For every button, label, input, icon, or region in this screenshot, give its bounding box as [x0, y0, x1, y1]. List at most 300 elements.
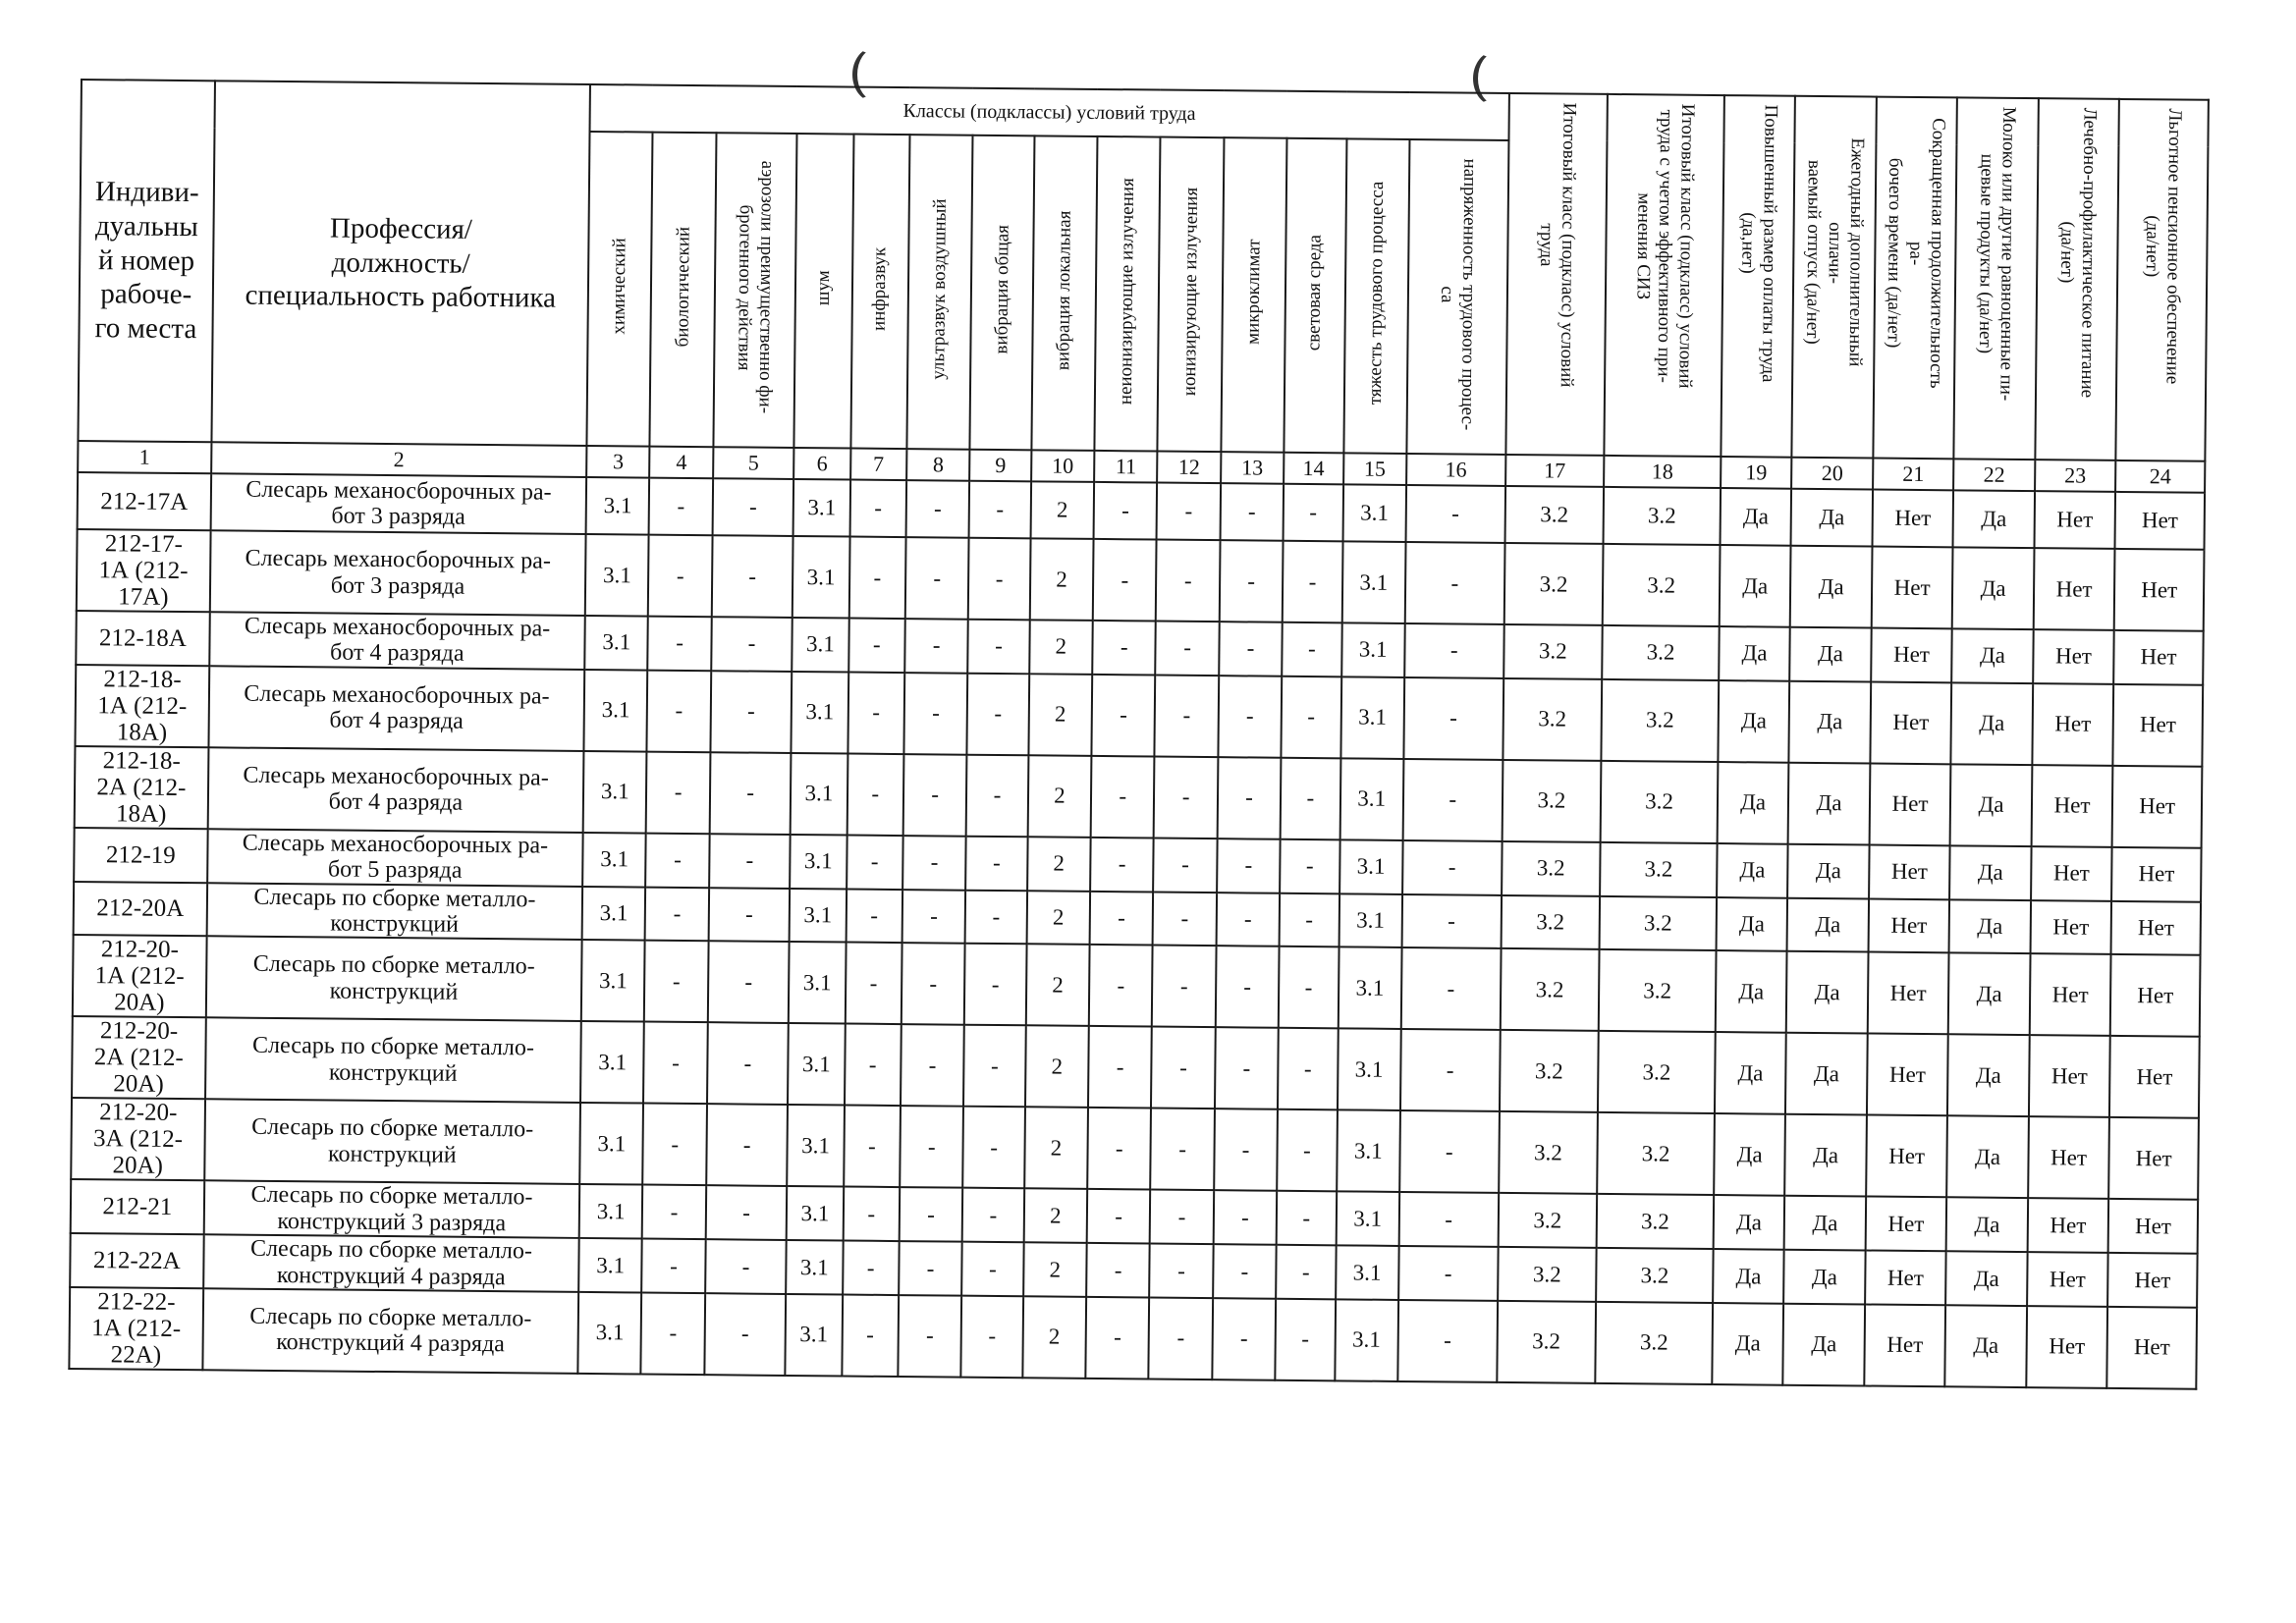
value-cell: 3.1 — [1341, 541, 1405, 623]
value-cell: 2 — [1030, 481, 1094, 539]
profession-cell: Слесарь механосборочных ра- бот 4 разряда — [208, 666, 584, 751]
workplace-id-cell: 212-19 — [74, 828, 207, 883]
header-factor-col: биологический — [650, 133, 716, 448]
value-cell: Да — [1714, 1113, 1785, 1196]
value-cell: Да — [1718, 762, 1789, 844]
value-cell: 3.2 — [1602, 679, 1719, 762]
value-cell: 3.1 — [1342, 484, 1406, 542]
column-number: 8 — [906, 449, 970, 481]
value-cell: - — [1150, 1190, 1214, 1244]
profession-cell: Слесарь механосборочных ра- бот 3 разряда — [210, 530, 586, 616]
value-cell: Да — [1720, 545, 1791, 627]
value-cell: - — [847, 753, 903, 836]
value-cell: - — [1094, 482, 1158, 540]
value-cell: - — [1403, 759, 1503, 841]
value-cell: 2 — [1027, 755, 1091, 838]
workplace-id-cell: 212-22- 1А (212- 22А) — [69, 1287, 203, 1370]
value-cell: - — [1153, 892, 1217, 946]
value-cell: - — [961, 1296, 1023, 1379]
value-cell: - — [708, 942, 790, 1024]
value-cell: Нет — [2112, 766, 2203, 848]
value-cell: Да — [1783, 1250, 1865, 1305]
value-cell: - — [1398, 1246, 1498, 1301]
value-cell: - — [642, 1185, 706, 1239]
value-cell: - — [1277, 1191, 1337, 1245]
value-cell: 2 — [1025, 945, 1089, 1027]
value-cell: 3.2 — [1502, 841, 1601, 896]
value-cell: Да — [1787, 897, 1869, 952]
value-cell: 2 — [1023, 1242, 1087, 1296]
value-cell: Нет — [2030, 953, 2111, 1036]
profession-cell: Слесарь по сборке металло- конструкций — [206, 937, 582, 1022]
value-cell: Да — [1949, 899, 2031, 954]
value-cell: - — [1157, 483, 1221, 541]
column-number: 11 — [1094, 451, 1158, 483]
value-cell: Да — [1712, 1303, 1783, 1385]
header-classes-group: Классы (подклассы) условий труда — [590, 84, 1509, 140]
workplace-id-cell: 212-21 — [71, 1179, 204, 1234]
column-number: 24 — [2115, 460, 2205, 493]
value-cell: Да — [1716, 897, 1787, 951]
value-cell: Да — [1719, 626, 1790, 680]
value-cell: 3.2 — [1597, 1194, 1714, 1249]
value-cell: Нет — [1872, 547, 1953, 629]
value-cell: 3.2 — [1503, 543, 1603, 625]
value-cell: - — [1279, 947, 1339, 1029]
value-cell: Да — [1716, 950, 1787, 1033]
value-cell: - — [712, 535, 793, 618]
value-cell: - — [1399, 1192, 1499, 1247]
column-number: 19 — [1721, 457, 1792, 489]
value-cell: 3.2 — [1600, 895, 1717, 950]
value-cell: 3.1 — [1337, 1110, 1400, 1193]
header-factor-col: неионизирующие излучения — [1094, 136, 1160, 452]
workplace-id-cell: 212-20- 2А (212- 20А) — [72, 1016, 206, 1099]
value-cell: Да — [1790, 546, 1872, 628]
value-cell: - — [710, 671, 792, 753]
value-cell: - — [641, 1292, 705, 1375]
value-cell: 3.1 — [788, 1023, 845, 1106]
value-cell: 3.1 — [581, 940, 645, 1022]
value-cell: - — [902, 836, 966, 890]
profession-cell: Слесарь механосборочных ра- бот 4 разряда — [209, 612, 585, 669]
value-cell: Да — [1945, 1305, 2027, 1387]
profession-cell: Слесарь механосборочных ра- бот 3 разряда — [210, 473, 586, 534]
value-cell: Нет — [2029, 1035, 2110, 1117]
value-cell: - — [965, 890, 1027, 944]
value-cell: - — [966, 754, 1028, 837]
value-cell: - — [1213, 1190, 1277, 1244]
value-cell: 3.1 — [579, 1184, 643, 1238]
profession-cell: Слесарь по сборке металло- конструкций 3 разряда — [204, 1181, 580, 1238]
column-number: 7 — [850, 449, 907, 481]
value-cell: 3.1 — [582, 887, 646, 941]
value-cell: 3.1 — [1339, 758, 1403, 840]
value-cell: 3.1 — [787, 1105, 844, 1187]
value-cell: Да — [1714, 1195, 1785, 1249]
value-cell: Да — [1946, 1198, 2028, 1253]
value-cell: - — [1091, 675, 1155, 757]
profession-cell: Слесарь по сборке металло- конструкций — [206, 883, 582, 940]
value-cell: Нет — [2033, 548, 2114, 630]
value-cell: - — [1152, 946, 1216, 1028]
workplace-id-cell: 212-17- 1А (212- 17А) — [77, 529, 211, 612]
workplace-id-cell: 212-20- 3А (212- 20А) — [71, 1098, 205, 1180]
header-factor-col: химический — [586, 132, 652, 447]
value-cell: Нет — [1868, 952, 1949, 1035]
value-cell: - — [1213, 1244, 1277, 1298]
column-number: 6 — [793, 448, 850, 480]
value-cell: Нет — [2115, 492, 2205, 550]
value-cell: Нет — [1872, 490, 1953, 548]
value-cell: Нет — [1869, 763, 1950, 845]
value-cell: - — [900, 1187, 963, 1241]
value-cell: - — [1086, 1243, 1150, 1297]
value-cell: - — [848, 619, 905, 673]
value-cell: - — [1281, 758, 1340, 840]
value-cell: 3.1 — [578, 1238, 642, 1292]
value-cell: 3.1 — [584, 616, 648, 670]
value-cell: - — [964, 944, 1026, 1026]
header-factor-col: шум — [794, 134, 853, 449]
value-cell: - — [843, 1187, 900, 1241]
workplace-id-cell: 212-18- 1А (212- 18А) — [75, 665, 209, 747]
value-cell: Да — [1720, 488, 1791, 546]
value-cell: - — [1405, 485, 1504, 543]
workplace-id-cell: 212-20А — [74, 882, 207, 937]
profession-cell: Слесарь механосборочных ра- бот 4 разряда — [207, 747, 583, 833]
value-cell: Нет — [1866, 1115, 1947, 1198]
header-profession: Профессия/ должность/ специальность работника — [211, 81, 590, 446]
value-cell: 3.2 — [1599, 949, 1716, 1032]
value-cell: Да — [1949, 845, 2031, 900]
value-cell: Нет — [2028, 1116, 2109, 1199]
value-cell: 3.1 — [1338, 947, 1401, 1030]
value-cell: 3.1 — [1335, 1299, 1398, 1381]
value-cell: 3.2 — [1498, 1193, 1597, 1248]
value-cell: - — [709, 752, 791, 835]
value-cell: - — [1404, 623, 1503, 678]
value-cell: - — [649, 478, 713, 536]
value-cell: - — [1215, 1027, 1279, 1109]
header-factor-col: вибрация локальная — [1031, 135, 1097, 451]
value-cell: - — [1087, 1108, 1151, 1190]
value-cell: 3.1 — [580, 1021, 644, 1104]
value-cell: Нет — [2026, 1306, 2107, 1388]
value-cell: - — [1401, 894, 1501, 949]
workplace-id-cell: 212-22А — [70, 1233, 203, 1288]
value-cell: 3.2 — [1601, 761, 1718, 843]
value-cell: Да — [1788, 763, 1870, 845]
value-cell: Да — [1948, 953, 2030, 1036]
value-cell: - — [903, 754, 967, 837]
value-cell: 3.2 — [1503, 624, 1603, 679]
value-cell: 2 — [1022, 1296, 1086, 1379]
column-number: 3 — [586, 446, 650, 478]
header-result-col: Ежегодный дополнительный оплачи- ваемый отпуск (да/нет) — [1792, 96, 1877, 459]
value-cell: 3.2 — [1502, 760, 1601, 842]
value-cell: 3.1 — [793, 536, 849, 619]
value-cell: Да — [1715, 1032, 1786, 1114]
value-cell: 3.1 — [786, 1240, 843, 1294]
value-cell: - — [644, 941, 708, 1023]
value-cell: 3.1 — [790, 889, 847, 943]
column-number: 23 — [2035, 460, 2116, 492]
header-factor-col: ультразвук воздушный — [906, 135, 972, 450]
value-cell: 3.2 — [1504, 486, 1604, 544]
value-cell: 3.1 — [787, 1186, 844, 1240]
value-cell: Нет — [1865, 1251, 1946, 1306]
value-cell: - — [1151, 1027, 1215, 1109]
value-cell: 3.1 — [1339, 893, 1402, 947]
value-cell: Да — [1791, 489, 1873, 547]
workplace-id-cell: 212-18- 2А (212- 18А) — [75, 746, 209, 829]
value-cell: - — [905, 537, 969, 620]
value-cell: - — [712, 478, 793, 536]
column-number: 20 — [1791, 458, 1873, 490]
value-cell: 3.2 — [1500, 948, 1599, 1031]
value-cell: - — [707, 1023, 789, 1106]
header-factor-col: световая среда — [1285, 138, 1346, 454]
value-cell: Да — [1953, 490, 2035, 548]
value-cell: - — [705, 1239, 787, 1294]
value-cell: 3.2 — [1597, 1112, 1714, 1195]
value-cell: 3.1 — [791, 753, 847, 836]
column-number: 13 — [1221, 452, 1285, 484]
value-cell: - — [708, 888, 790, 943]
value-cell: - — [1154, 838, 1218, 892]
value-cell: - — [903, 673, 967, 755]
value-cell: 2 — [1023, 1189, 1087, 1243]
header-factor-col: вибрация общая — [970, 135, 1034, 451]
value-cell: - — [711, 617, 793, 672]
profession-cell: Слесарь по сборке металло- конструкций 4 разряда — [202, 1288, 578, 1374]
value-cell: 3.2 — [1596, 1248, 1713, 1303]
value-cell: - — [845, 943, 902, 1025]
column-number: 18 — [1604, 456, 1721, 488]
value-cell: - — [1087, 1189, 1151, 1243]
value-cell: - — [1154, 756, 1218, 839]
value-cell: Нет — [2114, 549, 2205, 631]
value-cell: 3.2 — [1602, 625, 1719, 680]
profession-cell: Слесарь механосборочных ра- бот 5 разряда — [207, 829, 583, 886]
column-number: 2 — [211, 442, 587, 477]
value-cell: Нет — [2109, 1036, 2200, 1118]
header-result-col: Итоговый класс (подкласс) условий труда — [1505, 93, 1608, 456]
value-cell: Да — [1946, 1116, 2028, 1199]
value-cell: Нет — [1868, 898, 1949, 953]
value-cell: 2 — [1029, 538, 1093, 621]
value-cell: Да — [1951, 682, 2033, 765]
value-cell: - — [1089, 945, 1153, 1027]
value-cell: 3.1 — [586, 477, 650, 535]
value-cell: - — [961, 1242, 1023, 1296]
value-cell: Нет — [2107, 1307, 2198, 1389]
value-cell: - — [1284, 484, 1343, 542]
value-cell: - — [844, 1106, 901, 1188]
value-cell: - — [704, 1293, 786, 1376]
value-cell: - — [1277, 1109, 1337, 1192]
value-cell: - — [845, 1024, 902, 1107]
value-cell: - — [1280, 893, 1339, 947]
value-cell: Нет — [1870, 681, 1951, 764]
value-cell: - — [648, 617, 712, 671]
value-cell: - — [643, 1104, 707, 1186]
value-cell: 3.1 — [786, 1294, 843, 1377]
value-cell: 3.2 — [1598, 1031, 1715, 1113]
value-cell: - — [901, 1024, 964, 1107]
value-cell: Нет — [2027, 1252, 2108, 1307]
workplace-id-cell: 212-17А — [78, 472, 211, 530]
header-result-col: Льготное пенсионное обеспечение (да/нет) — [2116, 99, 2209, 461]
value-cell: Нет — [2031, 765, 2112, 847]
value-cell: - — [1405, 542, 1504, 624]
value-cell: Нет — [2108, 1117, 2199, 1200]
value-cell: Нет — [2032, 683, 2113, 766]
value-cell: - — [709, 834, 791, 889]
scanned-sheet — [68, 79, 2210, 1390]
value-cell: - — [1090, 891, 1154, 945]
value-cell: 3.1 — [584, 670, 648, 752]
value-cell: 3.1 — [1340, 676, 1404, 759]
value-cell: Да — [1950, 764, 2032, 846]
value-cell: Да — [1784, 1114, 1866, 1197]
value-cell: - — [1276, 1299, 1336, 1381]
value-cell: - — [1282, 622, 1341, 676]
profession-cell: Слесарь по сборке металло- конструкций 4 разряда — [203, 1234, 579, 1291]
value-cell: - — [646, 751, 710, 834]
value-cell: Нет — [2030, 900, 2111, 955]
value-cell: 2 — [1026, 891, 1090, 945]
value-cell: Нет — [2111, 900, 2201, 955]
value-cell: 3.1 — [1339, 839, 1403, 893]
value-cell: - — [1090, 838, 1154, 892]
value-cell: - — [1400, 1029, 1500, 1111]
value-cell: - — [900, 1106, 963, 1188]
value-cell: - — [1156, 622, 1220, 676]
value-cell: - — [646, 833, 710, 887]
value-cell: Да — [1718, 680, 1789, 763]
value-cell: - — [1220, 483, 1284, 541]
value-cell: - — [1214, 1109, 1278, 1191]
value-cell: Да — [1713, 1249, 1784, 1303]
header-result-col: Молоко или другие равноценные пи- щевые продукты (да/нет) — [1954, 97, 2039, 460]
column-number: 10 — [1031, 450, 1095, 482]
value-cell: 3.1 — [789, 942, 846, 1024]
value-cell: - — [1149, 1297, 1213, 1380]
value-cell: Да — [1717, 843, 1788, 897]
value-cell: - — [643, 1022, 707, 1105]
value-cell: - — [1276, 1245, 1336, 1299]
column-number: 16 — [1406, 454, 1505, 486]
value-cell: Нет — [2107, 1253, 2197, 1308]
value-cell: - — [962, 1188, 1024, 1242]
value-cell: Да — [1945, 1251, 2027, 1306]
column-number: 4 — [650, 447, 714, 479]
value-cell: 3.2 — [1498, 1247, 1597, 1302]
value-cell: 3.1 — [577, 1292, 641, 1375]
value-cell: - — [842, 1294, 899, 1377]
value-cell: Да — [1947, 1035, 2029, 1117]
value-cell: Нет — [2110, 954, 2201, 1037]
header-result-col: Итоговый класс (подкласс) условий труда с учетом эффективного при- менения СИЗ — [1605, 94, 1724, 457]
value-cell: Нет — [2111, 847, 2201, 902]
workplace-id-cell: 212-20- 1А (212- 20А) — [73, 935, 207, 1017]
working-conditions-table — [68, 79, 2210, 1390]
column-number: 1 — [78, 441, 211, 473]
value-cell: 3.2 — [1596, 1302, 1713, 1384]
column-number: 21 — [1873, 459, 1954, 491]
value-cell: - — [1217, 839, 1281, 893]
value-cell: Да — [1790, 627, 1872, 682]
value-cell: - — [1156, 540, 1220, 622]
value-cell: 3.2 — [1600, 842, 1717, 897]
value-cell: - — [847, 835, 903, 889]
value-cell: Нет — [1871, 628, 1952, 683]
value-cell: Нет — [2031, 846, 2112, 901]
value-cell: - — [969, 481, 1031, 539]
value-cell: Нет — [2113, 630, 2203, 685]
value-cell: - — [847, 672, 904, 754]
value-cell: - — [1217, 757, 1281, 839]
value-cell: - — [1403, 677, 1503, 760]
value-cell: - — [1397, 1300, 1497, 1382]
column-number: 17 — [1505, 455, 1605, 487]
value-cell: 2 — [1025, 1026, 1089, 1109]
header-factor-col: тяжесть трудового процесса — [1343, 138, 1409, 454]
header-workplace-id: Индиви- дуальны й номер рабоче- го места — [78, 80, 214, 442]
value-cell: - — [904, 619, 968, 673]
value-cell: - — [843, 1241, 900, 1295]
value-cell: Нет — [1867, 1034, 1948, 1116]
value-cell: - — [1151, 1109, 1215, 1191]
workplace-id-cell: 212-18А — [76, 611, 209, 666]
value-cell: - — [1283, 541, 1342, 623]
column-number: 9 — [969, 450, 1031, 482]
value-cell: Нет — [1864, 1304, 1945, 1386]
value-cell: - — [1282, 676, 1341, 759]
header-result-col: Повышенный размер оплаты труда (да,нет) — [1721, 95, 1795, 458]
value-cell: Нет — [2034, 491, 2115, 549]
value-cell: - — [1218, 676, 1282, 758]
value-cell: 3.2 — [1603, 544, 1720, 626]
value-cell: 3.1 — [793, 618, 849, 672]
header-result-col: Сокращенная продолжительность ра- бочего времени (да/нет) — [1873, 97, 1957, 460]
header-factor-col: напряженность трудового процес- са — [1406, 139, 1508, 455]
column-number: 12 — [1158, 452, 1222, 484]
value-cell: Нет — [1869, 844, 1950, 899]
value-cell: 3.1 — [790, 835, 847, 889]
value-cell: - — [1280, 839, 1339, 893]
value-cell: - — [1399, 1110, 1499, 1193]
value-cell: - — [965, 836, 1027, 890]
profession-cell: Слесарь по сборке металло- конструкций — [205, 1018, 581, 1104]
value-cell: - — [705, 1186, 787, 1241]
value-cell: 3.1 — [1336, 1245, 1399, 1299]
column-number: 22 — [1953, 459, 2035, 491]
value-cell: Нет — [2108, 1199, 2198, 1254]
value-cell: - — [1216, 893, 1280, 947]
value-cell: - — [902, 943, 965, 1025]
header-factor-col: инфразвук — [850, 135, 909, 450]
value-cell: - — [642, 1239, 706, 1293]
header-factor-col: ионизирующие излучения — [1158, 137, 1224, 453]
header-factor-col: аэрозоли преимущественно фи- брогенного действия — [713, 133, 797, 448]
value-cell: - — [1220, 540, 1284, 622]
value-cell: - — [899, 1241, 962, 1295]
value-cell: - — [1212, 1298, 1276, 1380]
value-cell: Нет — [2033, 629, 2114, 684]
